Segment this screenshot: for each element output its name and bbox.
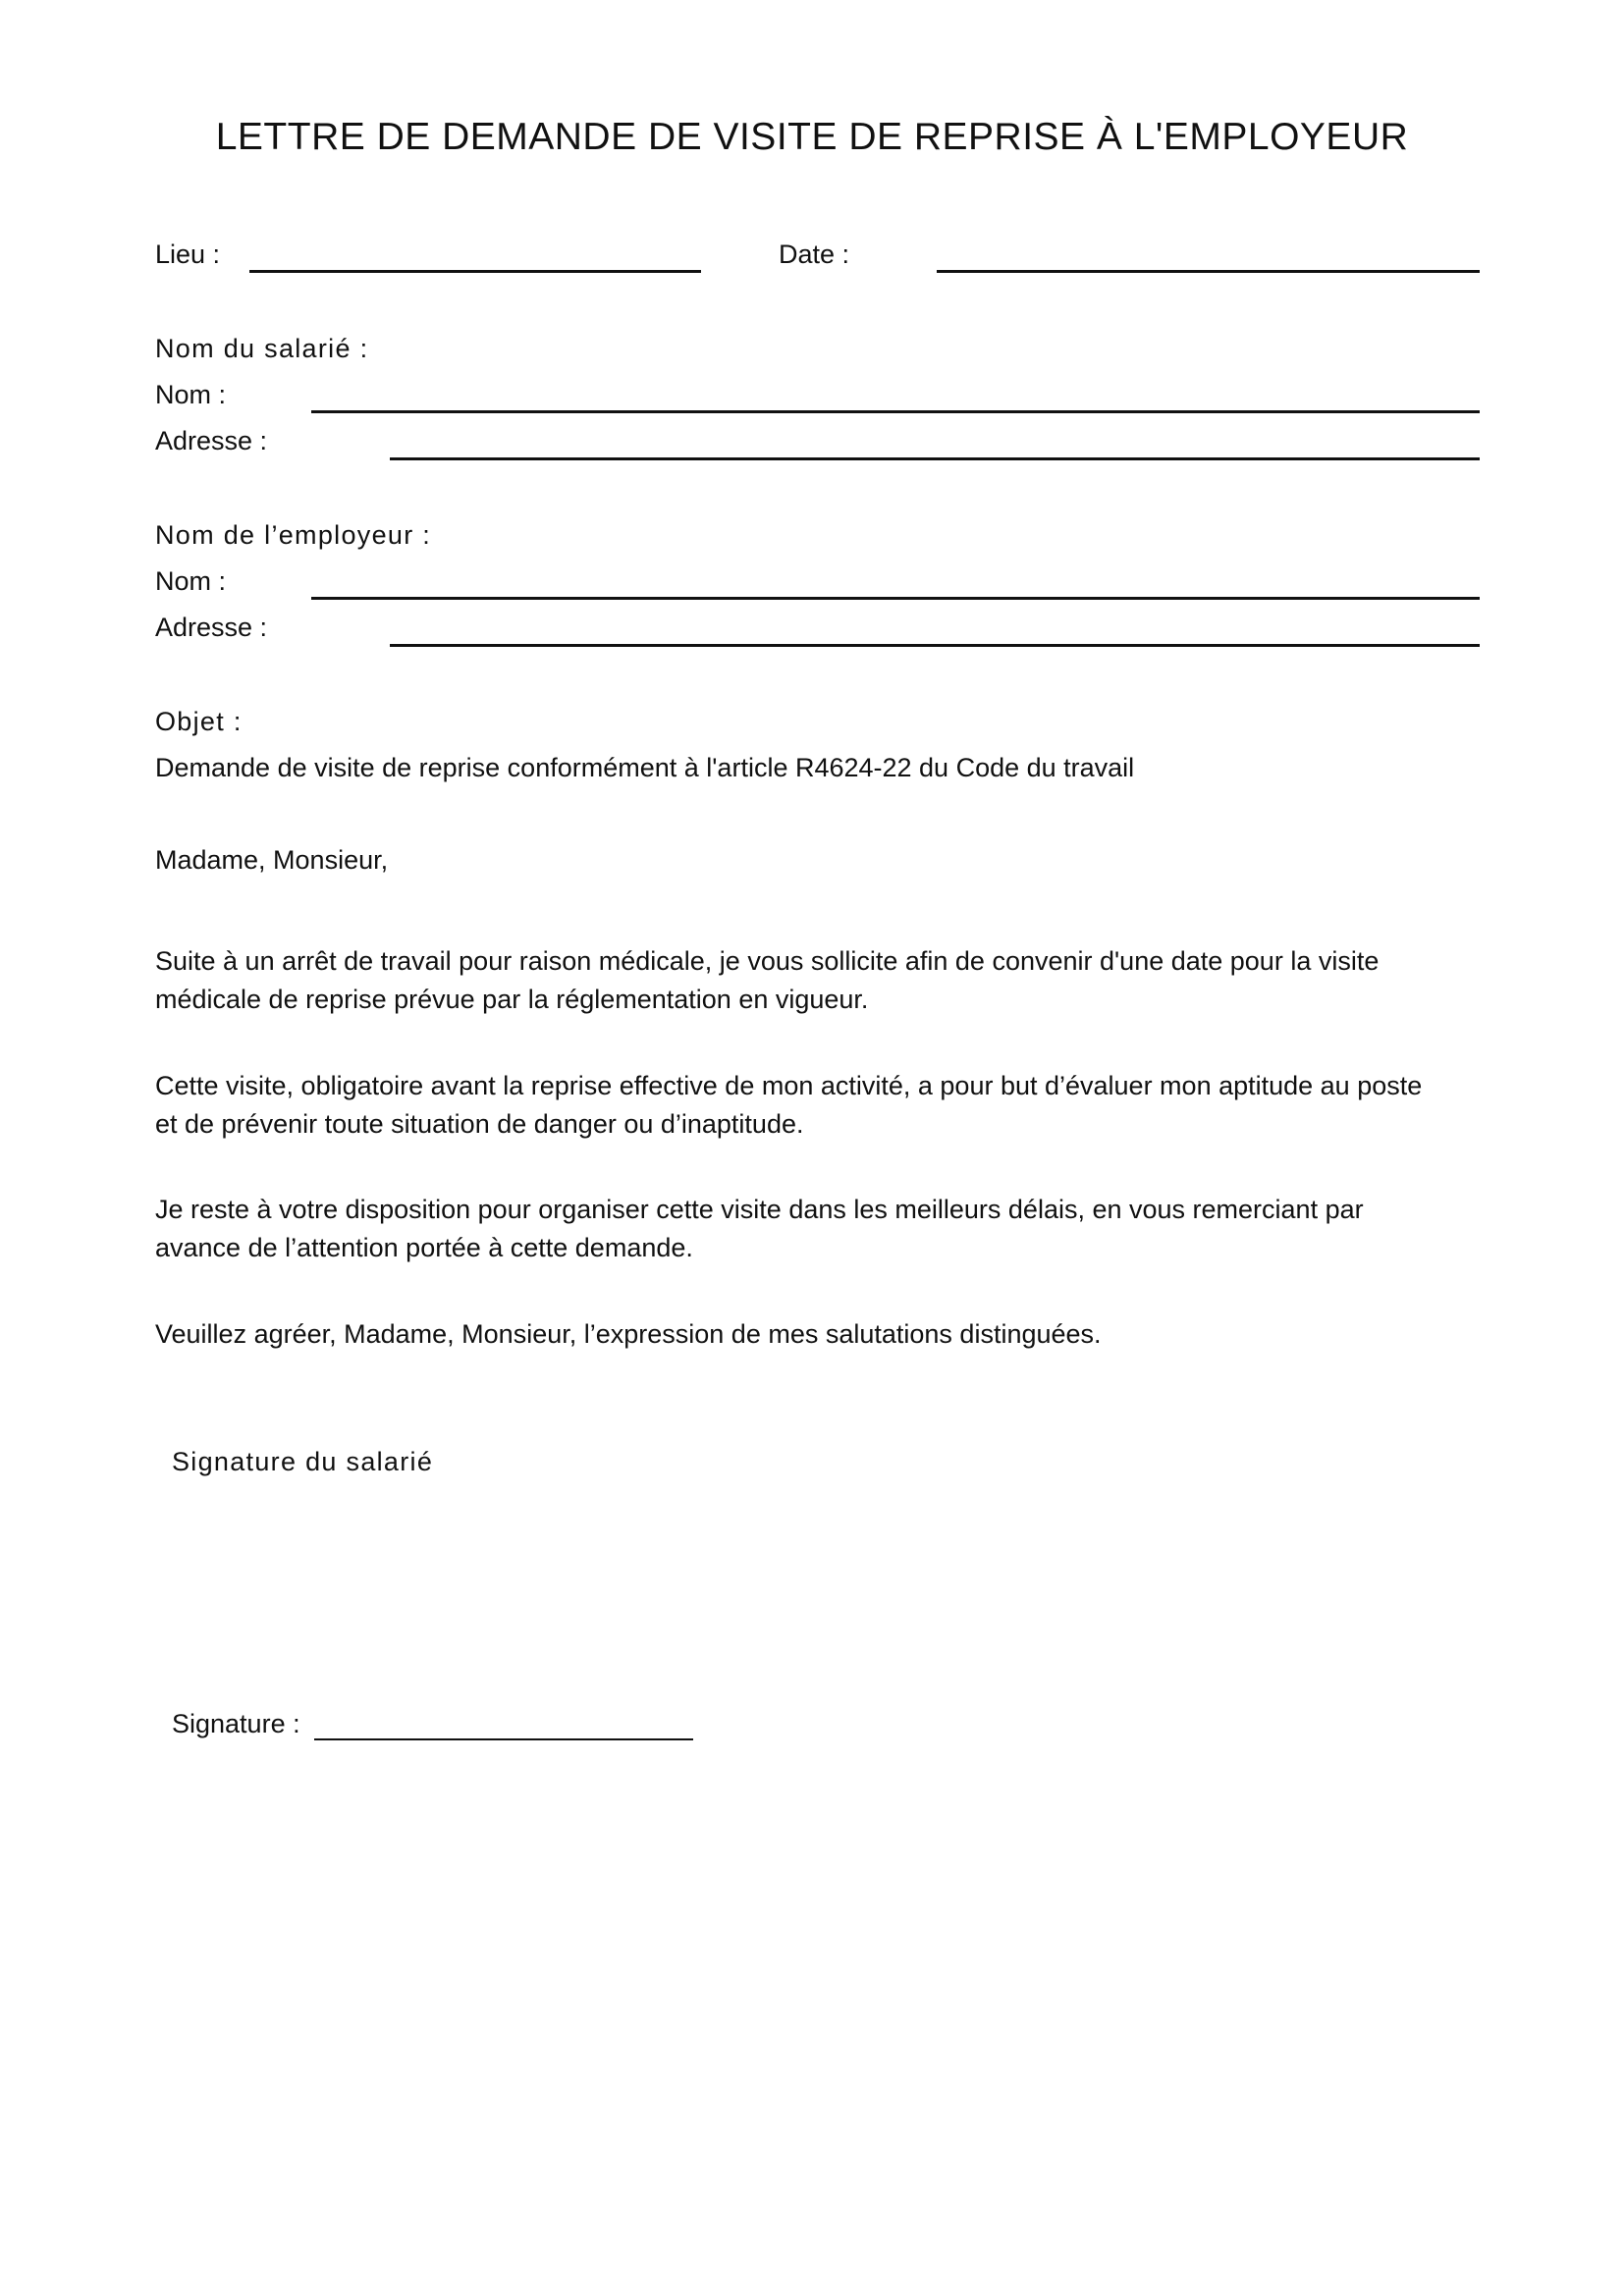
paragraph-line: avance de l’attention portée à cette demande.: [155, 1233, 693, 1262]
employeur-nom-label: Nom :: [155, 566, 227, 596]
objet-label: Objet :: [155, 707, 243, 736]
paragraph-line: médicale de reprise prévue par la réglementation en vigueur.: [155, 985, 869, 1014]
employeur-adresse-field[interactable]: [390, 644, 1480, 647]
paragraph-line: Cette visite, obligatoire avant la reprise effective de mon activité, a pour but d’évaluer mon aptitude au poste: [155, 1071, 1423, 1100]
lieu-field[interactable]: [249, 270, 701, 273]
date-label: Date :: [779, 240, 850, 269]
document-title: LETTRE DE DEMANDE DE VISITE DE REPRISE À L'EMPLOYEUR: [215, 116, 1409, 158]
signature-field[interactable]: [314, 1738, 693, 1740]
paragraph-line: Suite à un arrêt de travail pour raison médicale, je vous sollicite afin de convenir d'une date pour la visite: [155, 946, 1380, 976]
employeur-adresse-label: Adresse :: [155, 613, 268, 642]
body-paragraph-3: [155, 1191, 1481, 1267]
salarie-nom-label: Nom :: [155, 380, 227, 409]
salutation: Madame, Monsieur,: [155, 845, 389, 875]
closing-formula: Veuillez agréer, Madame, Monsieur, l’expression de mes salutations distinguées.: [155, 1319, 1102, 1349]
salarie-adresse-label: Adresse :: [155, 426, 268, 455]
objet-text: Demande de visite de reprise conformément à l'article R4624-22 du Code du travail: [155, 753, 1135, 782]
lieu-label: Lieu :: [155, 240, 221, 269]
salarie-nom-field[interactable]: [311, 410, 1480, 413]
paragraph-line: et de prévenir toute situation de danger ou d’inaptitude.: [155, 1109, 804, 1139]
signature-heading: Signature du salarié: [172, 1447, 434, 1476]
date-field[interactable]: [937, 270, 1480, 273]
body-paragraph-2: [155, 1067, 1481, 1144]
signature-label: Signature :: [172, 1709, 300, 1738]
body-paragraph-1: [155, 942, 1481, 1019]
salarie-adresse-field[interactable]: [390, 457, 1480, 460]
paragraph-line: Je reste à votre disposition pour organiser cette visite dans les meilleurs délais, en vous remerciant par: [155, 1195, 1364, 1224]
salarie-heading: Nom du salarié :: [155, 334, 369, 363]
employeur-heading: Nom de l’employeur :: [155, 520, 432, 550]
employeur-nom-field[interactable]: [311, 597, 1480, 600]
